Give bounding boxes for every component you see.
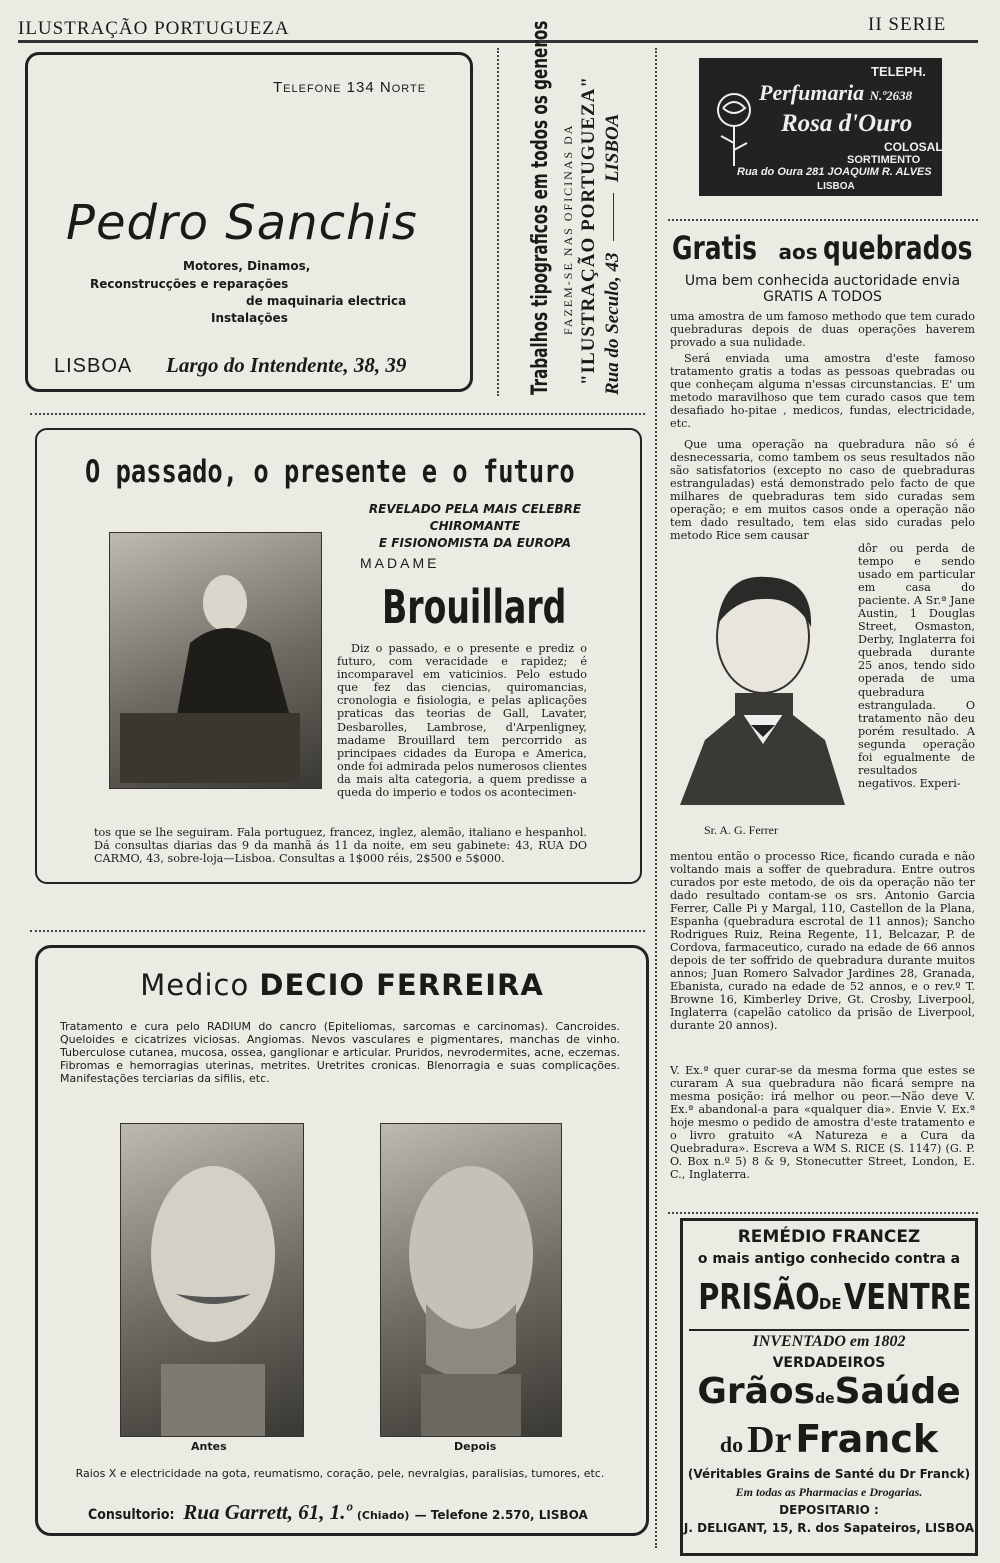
remedio-farmacias: Em todas as Pharmacias e Drogarias. [735,1485,923,1499]
tipograficos-city: LISBOA [602,113,623,183]
perfumaria-city: LISBOA [817,181,855,192]
remedio-line1: REMÉDIO FRANCEZ [737,1227,921,1247]
sanchis-name: Pedro Sanchis [66,195,418,251]
remedio-rule [668,1212,978,1214]
brouillard-text-full: tos que se lhe seguiram. Fala portuguez, francez, inglez, alemão, italiano e hespanhol. Dá consultas diarias das 9 da manhã ás 11 da noite, em seu gabinete: 43, RUA DO CARMO, 43, sobre-loja—Lisboa. Consultas a 1$000 réis, 2$500 e 5$000. [94,826,587,865]
sanchis-line2: Reconstrucções e reparações [90,277,289,291]
remedio-veritables: (Véritables Grains de Santé du Dr Franck) [687,1467,971,1481]
remedio-franck: do Dr Franck [719,1417,939,1461]
photo-before [120,1123,304,1437]
tipograficos-line2: "ILUSTRAÇÃO PORTUGUEZA" [578,76,599,385]
brouillard-sub3: E FISIONOMISTA DA EUROPA [378,536,572,550]
remedio-verdadeiros: VERDADEIROS [772,1355,886,1371]
sanchis-rule [30,413,645,415]
gratis-para5: V. Ex.ª quer curar-se da mesma forma que estes se curaram A sua quebradura não ficará sempre na mesma posição: irá melhor ou peor.—Não deve V. Ex.ª abandonal-a para «qualquer dia». Envie V. Ex.ª hoje mesmo o pedido de amostra d'este tratamento e o livro gratuito «A Natureza e a Cura da Quebradura». Escreva a WM S. RICE (S. 1147) (G. P. O. Box n.º 5) 8 & 9, Stonecutter Street, London, E. C., Inglaterra. [670,1064,975,1181]
gratis-para3-cont: dôr ou perda de tempo e sendo usado em particular em casa do paciente. A Sr.ª Jane Austin, 1 Douglas Street, Osmaston, Derby, Inglaterra foi quebrada durante 25 anos, tendo sido operada de uma quebradura estrangulada. O tratamento não deu porém resultado. A segunda operação foi egualmente de resultados negativos. Experi- [858,542,975,790]
tipograficos-headline: Trabalhos tipograficos em todos os generos [528,20,553,395]
remedio-depositario: DEPOSITARIO : [779,1503,879,1517]
remedio-ad [680,1218,978,1556]
perfumaria-colosal: COLOSAL [884,140,943,154]
column-divider-top [497,48,499,396]
decio-raios: Raios X e electricidade na gota, reumatismo, coração, pele, nevralgias, paralisias, tumores, etc. [75,1467,605,1480]
remedio-address: J. DELIGANT, 15, R. dos Sapateiros, LISBOA [683,1521,975,1535]
remedio-inventado: INVENTADO em 1802 [752,1333,906,1350]
label-after: Depois [454,1440,497,1453]
decio-text: Tratamento e cura pelo RADIUM do cancro (Epiteliomas, sarcomas e carcinomas). Cancroides. Queloides e cicatrizes viciosas. Angiomas. Nevos vasculares e pigmentares, manchas de vinho. Tuberculose cutanea, mucosa, ossea, ganglionar e articular. Pruridos, nevrodermites, acne, eczemas. Fibromas e hemorragias uterinas, metrites. Uretrites cronicas. Blenorragia e suas complicações. Manifestações terciarias da sifilis, etc. [60,1020,620,1085]
tipograficos-address: Rua do Seculo, 43 [602,252,623,395]
portrait-ferrer [675,565,850,805]
sanchis-ad [25,52,473,392]
gratis-headline: Gratis aos quebrados [672,229,973,267]
gratis-caption: Sr. A. G. Ferrer [704,823,778,837]
photo-after [380,1123,562,1437]
perfumaria-address: Rua do Oura 281 JOAQUIM R. ALVES [737,166,932,178]
brouillard-photo [109,532,322,789]
gratis-sub1: Uma bem conhecida auctoridade envia [684,273,961,289]
decio-title: Medico DECIO FERREIRA [140,968,544,1002]
label-before: Antes [191,1440,227,1453]
tipograficos-line1: FAZEM-SE NAS OFICINAS DA [561,123,575,335]
brouillard-madame: MADAME [360,555,440,571]
gratis-para2: Será enviada uma amostra d'este famoso tratamento gratis a todas as pessoas quebradas ou que conheçam alguma n'essas circunstancias. E' um metodo maravilhoso que tem curado casos que tem desafiado ho-pitae , medicos, fundas, electricidade, etc. [670,352,975,430]
perfumaria-ad [699,58,942,196]
sanchis-phone: Telefone 134 Norte [273,79,427,96]
remedio-line2: o mais antigo conhecido contra a [697,1251,961,1267]
decio-ad [35,945,649,1536]
column-divider [655,48,657,1548]
gratis-para1: uma amostra de um famoso methodo que tem curado quebraduras depois de duas operações haverem provado a sua nulidade. [670,310,975,349]
brouillard-rule [30,930,645,932]
brouillard-name: Brouillard [382,580,567,634]
sanchis-line3: de maquinaria electrica [246,294,407,308]
perfumaria-teleph: TELEPH. [871,64,926,79]
brouillard-text-right: Diz o passado, e o presente e prediz o futuro, com veracidade e rapidez; é incomparavel em vaticinios. Pelo estudo que fez das ciencias, quiromancias, cronologia e fisiologia, e pelas aplicações praticas das teorias de Gall, Lavater, Desbarolles, Lambrose, d'Arpenligney, madame Brouillard tem percorrido as principaes cidades da Europa e America, onde foi admirada pelos numerosos clientes da mais alta categoria, a quem predisse a queda do imperio e todos os acontecimen- [337,642,587,800]
sanchis-line4: Instalações [211,311,288,325]
remedio-graos: GrãosdeSaúde [697,1371,961,1412]
sanchis-line1: Motores, Dinamos, [183,259,311,273]
header-title: ILUSTRAÇÃO PORTUGUEZA [18,18,290,39]
header-rule [18,40,978,43]
gratis-ad [670,225,975,1225]
perfumaria-title: Perfumaria N.º2638 [759,80,913,105]
brouillard-sub2: CHIROMANTE [429,519,521,533]
rose-icon [709,88,759,168]
decio-consultorio: Consultorio: Rua Garrett, 61, 1.º (Chiado) — Telefone 2.570, LISBOA [88,1500,588,1524]
sanchis-address: Largo do Intendente, 38, 39 [166,353,407,377]
gratis-para4: mentou então o processo Rice, ficando curada e não voltando mais a soffer de quebradura. Entre outros curados por este metodo, de ois da operação não ter dado resultado contam-se os srs. Antonio Garcia Ferrer, Calle Pi y Margal, 110, Castellon de la Plana, Espanha (quebradura escrotal de 11 annos); Sancho Rodrigues Ruiz, Reina Regente, 11, Belcazar, P. de Cordova, farmaceutico, curado na edade de 66 annos depois de ter soffrido de quebradura durante muitos annos; Juan Romero Salvador Jardines 28, Granada, Ebanista, curado na edade de 52 annos, e o rev.º T. Browne 16, Kimberley Drive, Gt. Crosby, Liverpool, Inglaterra (capelão catolico da prisão de Liverpool, durante 20 annos). [670,850,975,1032]
perfumaria-rule [668,219,978,221]
gratis-sub2: GRATIS A TODOS [763,289,882,305]
perfumaria-name: Rosa d'Ouro [781,110,913,137]
sanchis-city: LISBOA [54,355,133,377]
brouillard-headline: O passado, o presente e o futuro [85,454,575,490]
brouillard-ad [35,428,642,884]
remedio-divider [689,1329,969,1331]
header-series: II SERIE [868,14,947,35]
gratis-para3: Que uma operação na quebradura não só é desnecessaria, como tambem os seus resultados não são satisfatorios (excepto no caso de quebraduras estranguladas) está demonstrado pelo facto de que milhares de quebraduras tem sido curadas sem operação; e em muitos casos onde a operação não tem dado resultado, tem elas sido curadas pelo metodo Rice sem causar [670,438,975,542]
brouillard-sub1: REVELADO PELA MAIS CELEBRE [368,502,582,516]
tipograficos-ad [528,20,643,395]
remedio-prisao: PRISÃODEVENTRE [698,1277,972,1318]
perfumaria-sortimento: SORTIMENTO [847,154,921,166]
